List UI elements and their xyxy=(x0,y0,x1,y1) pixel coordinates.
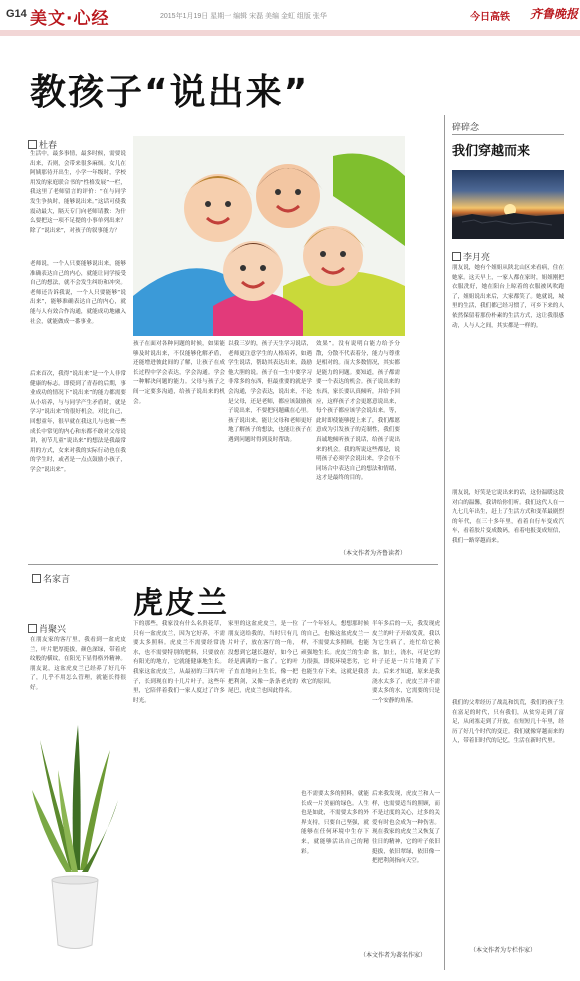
sidebar-text-1: 朋友说，她有个姐姐从陕北山区来看病，住在她家。这天早上，一家人都在家时，姐姐刚把衣服洗好，她在阳台上晾着的衣服被风吹跑了，姐姐说出来后，大家都笑了。她就说，城里的生活，我们都已经习惯了，可乡下来的人依然保留着那份朴素的生活方式，这让我很感动，人与人之间，其实都是一样的。 xyxy=(452,265,564,329)
article2-column-2: 下的那些，我家没有什么名贵花草，只有一盆虎皮兰，因为它好养，不需要太多照料。虎皮兰不需要经常浇水，也不需要特别的肥料，只要放在有阳光的地方，它就能健康地生长。我家这盆虎皮兰，从最初的三四片叶子，长到现在的十几片叶子，这些年里，它陪伴着我们一家人度过了许多时光。 xyxy=(133,621,225,704)
sidebar-text-2: 朋友说，好笑是它说出来的话，这份温暖这段对白的温馨，我讲给你们听。我们这代人在一九七几年出生，赶上了生活方式和变革最剧烈的年代，在三十多年里，看着自行车变成汽车，看着胶片变成数码，看着电报变成短信，我们一路穿越而来。 xyxy=(452,490,564,544)
sidebar-text-3: 我们的父辈经历了战乱和饥荒，我们的孩子生在富足的时代，只有我们，从贫穷走到了富足，从闭塞走到了开放，在短短几十年里，经历了好几个时代的变迁。我们就像穿越而来的人，带着旧时代的记忆，生活在新时代里。 xyxy=(452,700,564,745)
article2-credit: （本文作者为著名作家） xyxy=(360,952,427,959)
article2-column-5: 也不需要太多的照料，就能长成一片美丽的绿色。人生也是如此，不需要太多的外界支持，只要自己坚强，就能够在任何环境中生存下来，就能够活出自己的精彩。 xyxy=(301,791,369,855)
sidebar-divider xyxy=(444,115,445,970)
article-credit: （本文作者为齐鲁读者） xyxy=(340,550,407,557)
sidebar-rule xyxy=(452,134,564,135)
snake-plant-photo xyxy=(30,720,120,952)
article-column-4: 效果”。没有说明白能力给予分散，分散不代表着分，能力与尊重是相对的。而大多数情况，其实都是能力的问题。要知道，孩子都需要一个表达的机会。孩子说出来的东西，家长要认真倾听，并给予回应，这样孩子才会更愿意说出来，每个孩子都应该学会说出来。等，此时即使能够提上来了，我们都愿意成为引发孩子的克制性，我们要真诚地倾听孩子说话，给孩子说出来的机会。我的所说这些都是，说明孩子必须学会说出来，学会在不同场合中表达自己的想法和情绪，这才是最终的目的。 xyxy=(316,341,400,482)
article-column-3: 以我三岁的，孩子天生学习说话，老师更注意学生的人格培养，如遇学生说话，帮助其表达出来，鼓励他大胆的说。孩子在一生中要学习非常多的东西，但最重要的就是学会沟通，学会表达，说出来，不论是父母，还是老师，都应该鼓励孩子说出来，不要把问题藏在心里。孩子说出来，能让父母和老师更好地了解孩子的想法，也能让孩子在遇到问题时得到及时帮助。 xyxy=(228,341,312,443)
article-column-1c: 后来首次，我得“说出来”是一个人非常健康的标志。即使到了青春的后期，事业成功的情况下“说出来”的能力都需要从小培养，与与同学产生矛盾时，就是学习“说出来”的很好机会。对比自己，回想童年，很早就在我这儿与也被一些成长中常见的内心和东都不敢对父母说讲，初节儿童“说出来”的想法是我最常用的方式，女来对我的实际行动也在我的学生时，或者是一点点鼓励小孩子，学会“说出来”。 xyxy=(30,371,126,473)
sidebar-title: 我们穿越而来 xyxy=(452,144,531,159)
article-column-1: 生活中，最多事情，最多时候，需要说出来，否则，会带来很多麻烦。女儿在阿姨那待开出生，小学一年级时，学校用发的家庭联合书的“性格发展”一栏，我这里了老师留言的评价：“在与同学发生争执时，能够说出来。”这话可使我震动最大，隔天专门向老师请教：为什么要把这一项不足提的小事单列出来？除了“说出来”，对孩子的叙事能力？ xyxy=(30,151,126,234)
section-title: 美文·心经 xyxy=(30,9,110,29)
snake-plant-illustration xyxy=(30,720,120,952)
article2-column-1: 在朋友家的客厅里，我看到一盆虎皮兰，叶片肥厚挺拔，颜色深绿，带着虎纹般的横纹，在阳光下显得格外精神。朋友说，这盆虎皮兰已经养了好几年了，几乎不用怎么管理，就能长得很好。 xyxy=(30,637,126,691)
children-photo xyxy=(133,136,405,336)
sidebar-tag: 碎碎念 xyxy=(452,123,480,133)
sidebar-credit: （本文作者为专栏作家） xyxy=(470,947,537,954)
sunset-illustration xyxy=(452,170,564,239)
article2-column-4: 了一个年轻人，想想那时候的自己，也像这盆虎皮兰一样，不需要太多照顾，也能顽强地生长。虎皮兰的生命力很强，即使环境恶劣，它也能生存下来，这就是我喜欢它的原因。 xyxy=(301,621,369,685)
article-divider xyxy=(28,564,438,565)
article2-column-3: 家里的这盆虎皮兰，是一位朋友送给我的，当时只有几片叶子，放在客厅的一角，没想到它越长越好，如今已经是满满的一盆了。它的叶子直直地向上生长，像一把把利剑，又像一条条老虎的尾巴，虎皮兰也因此得名。 xyxy=(228,621,298,695)
page-number: G14 xyxy=(6,8,27,20)
article2-column-7: 后来我发现，虎皮兰和人一样，也需要适当的照顾，而不是过度的关心，过多的关爱有时也会成为一种伤害。现在我家的虎皮兰又恢复了往日的精神，它的叶子依旧挺拔，依旧翠绿，依旧像一把把利剑指向天空。 xyxy=(372,791,440,865)
date-line: 2015年1月19日 星期一 编辑 宋磊 美编 金虹 组版 张华 xyxy=(160,13,327,20)
masthead-stripe xyxy=(0,30,580,36)
sidebar-byline: 李月亮 xyxy=(452,250,490,263)
sunset-photo xyxy=(452,170,564,239)
paper-name: 今日高铁 xyxy=(470,12,510,23)
article2-column-6: 半年多后的一天，我发现虎皮兰的叶子开始发黄，我以为它生病了，连忙给它换盆，加土，浇水，可是它的叶子还是一片片地黄了下去。后来才知道，原来是我浇水太多了，虎皮兰并不需要太多的水，它需要的只是一个安静的角落。 xyxy=(372,621,440,704)
article-column-1b: 老师说，一个人只要能够说出来，能够准确表达自己的内心，就能让同学接受自己的想法，就不会发生纠纷和冲突。老师还告诉我说，一个人只要能够“说出来”，能够准确表达自己的内心，就能与人有效合作沟通，就能成功地融入社会，就能做成一番事业。 xyxy=(30,260,126,370)
article-headline: 教孩子“说出来” xyxy=(30,72,310,113)
newspaper-logo: 齐鲁晚报 xyxy=(530,7,579,21)
article-column-2: 孩子在面对各种问题的时候，如果能够及时说出来，不仅能够化解矛盾，还能增进彼此间的了解，让孩子在成长过程中学会表达，学会沟通。学会一种解决问题的能力。父母与孩子之间一定要多沟通，给孩子说出来的机会。 xyxy=(133,341,225,405)
section-tag: 名家言 xyxy=(32,572,70,585)
article2-headline: 虎皮兰 xyxy=(133,586,229,621)
article-byline: 杜春 xyxy=(28,138,57,151)
article2-byline: 肖聚兴 xyxy=(28,622,66,635)
children-illustration xyxy=(133,136,405,336)
